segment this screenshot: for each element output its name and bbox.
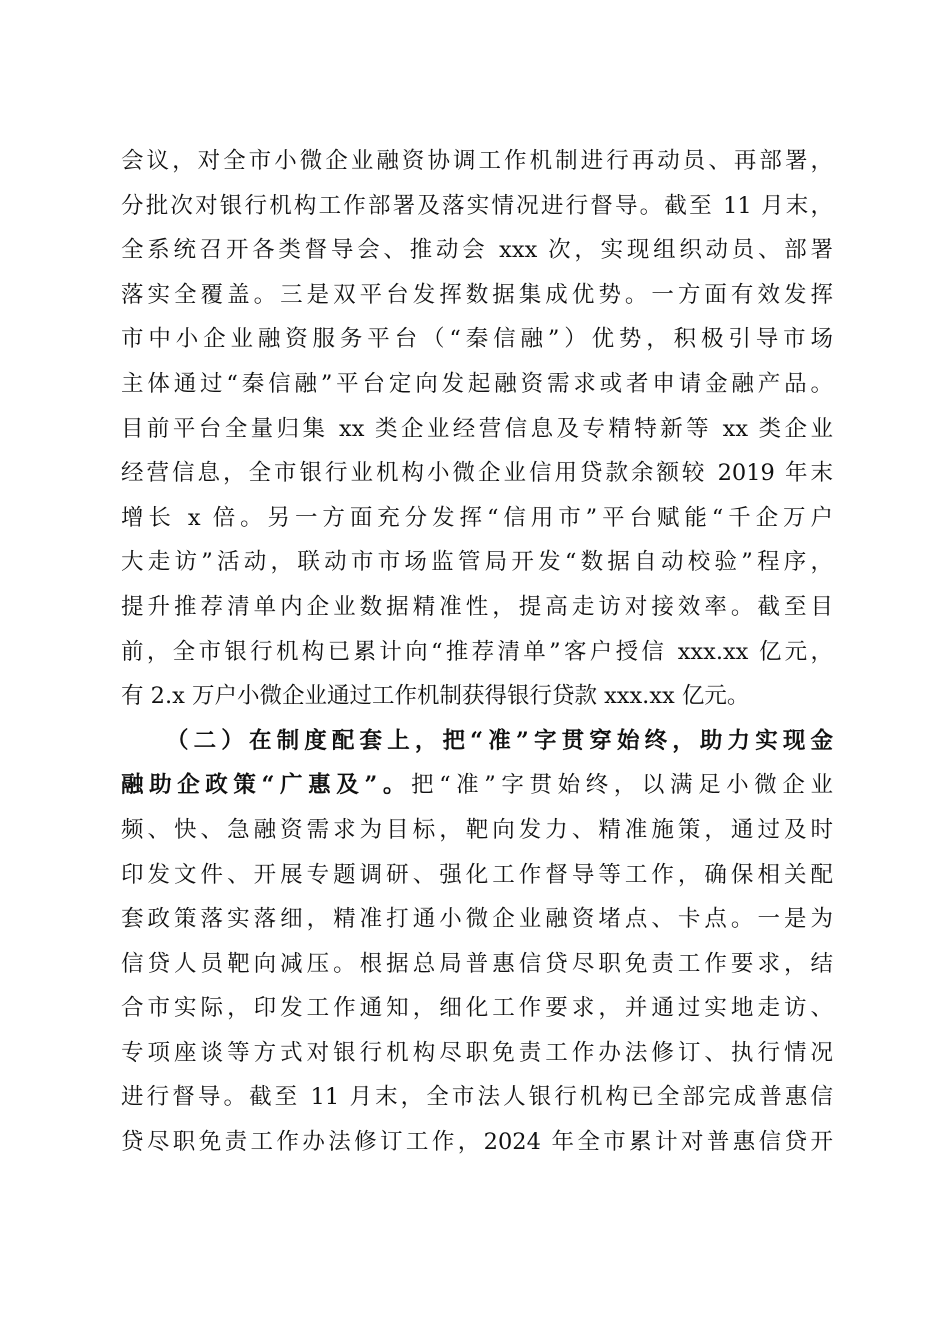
text-line: 频、快、急融资需求为目标，靶向发力、精准施策，通过及时 [121,816,833,843]
text-line: 分批次对银行机构工作部署及落实情况进行督导。截至 11 月末， [121,192,833,219]
text-line: 贷尽职免责工作办法修订工作，2024 年全市累计对普惠信贷开 [121,1129,833,1156]
section-heading-line: （二）在制度配套上，把“准”字贯穿始终，助力实现金 [166,727,833,754]
text-line: 专项座谈等方式对银行机构尽职免责工作办法修订、执行情况 [121,1039,833,1066]
document-body [121,139,833,1165]
text-line: 增长 x 倍。另一方面充分发挥“信用市”平台赋能“千企万户 [121,504,833,531]
text-line: 全系统召开各类督导会、推动会 xxx 次，实现组织动员、部署 [121,237,833,264]
section-body-start: 把“准”字贯始终，以满足小微企业 [410,772,833,799]
text-line: 大走访”活动，联动市市场监管局开发“数据自动校验”程序， [121,549,833,576]
section-heading-continuation [121,763,833,808]
text-line: 有 2.x 万户小微企业通过工作机制获得银行贷款 xxx.xx 亿元。 [121,683,750,710]
section-heading-tail: 融助企政策“广惠及”。 [121,772,411,799]
text-line: 市中小企业融资服务平台（“秦信融”）优势，积极引导市场 [121,326,833,353]
text-line: 合市实际，印发工作通知，细化工作要求，并通过实地走访、 [121,995,833,1022]
text-line: 进行督导。截至 11 月末，全市法人银行机构已全部完成普惠信 [121,1084,833,1111]
text-line: 信贷人员靶向减压。根据总局普惠信贷尽职免责工作要求，结 [121,950,833,977]
text-line: 印发文件、开展专题调研、强化工作督导等工作，确保相关配 [121,861,833,888]
text-line: 经营信息，全市银行业机构小微企业信用贷款余额较 2019 年末 [121,460,833,487]
text-line: 前，全市银行机构已累计向“推荐清单”客户授信 xxx.xx 亿元， [121,638,833,665]
text-line: 主体通过“秦信融”平台定向发起融资需求或者申请金融产品。 [121,370,833,397]
text-line: 目前平台全量归集 xx 类企业经营信息及专精特新等 xx 类企业 [121,415,833,442]
text-line: 套政策落实落细，精准打通小微企业融资堵点、卡点。一是为 [121,906,833,933]
text-line: 提升推荐清单内企业数据精准性，提高走访对接效率。截至目 [121,593,833,620]
text-line: 会议，对全市小微企业融资协调工作机制进行再动员、再部署， [121,148,833,174]
text-line: 落实全覆盖。三是双平台发挥数据集成优势。一方面有效发挥 [121,281,833,308]
